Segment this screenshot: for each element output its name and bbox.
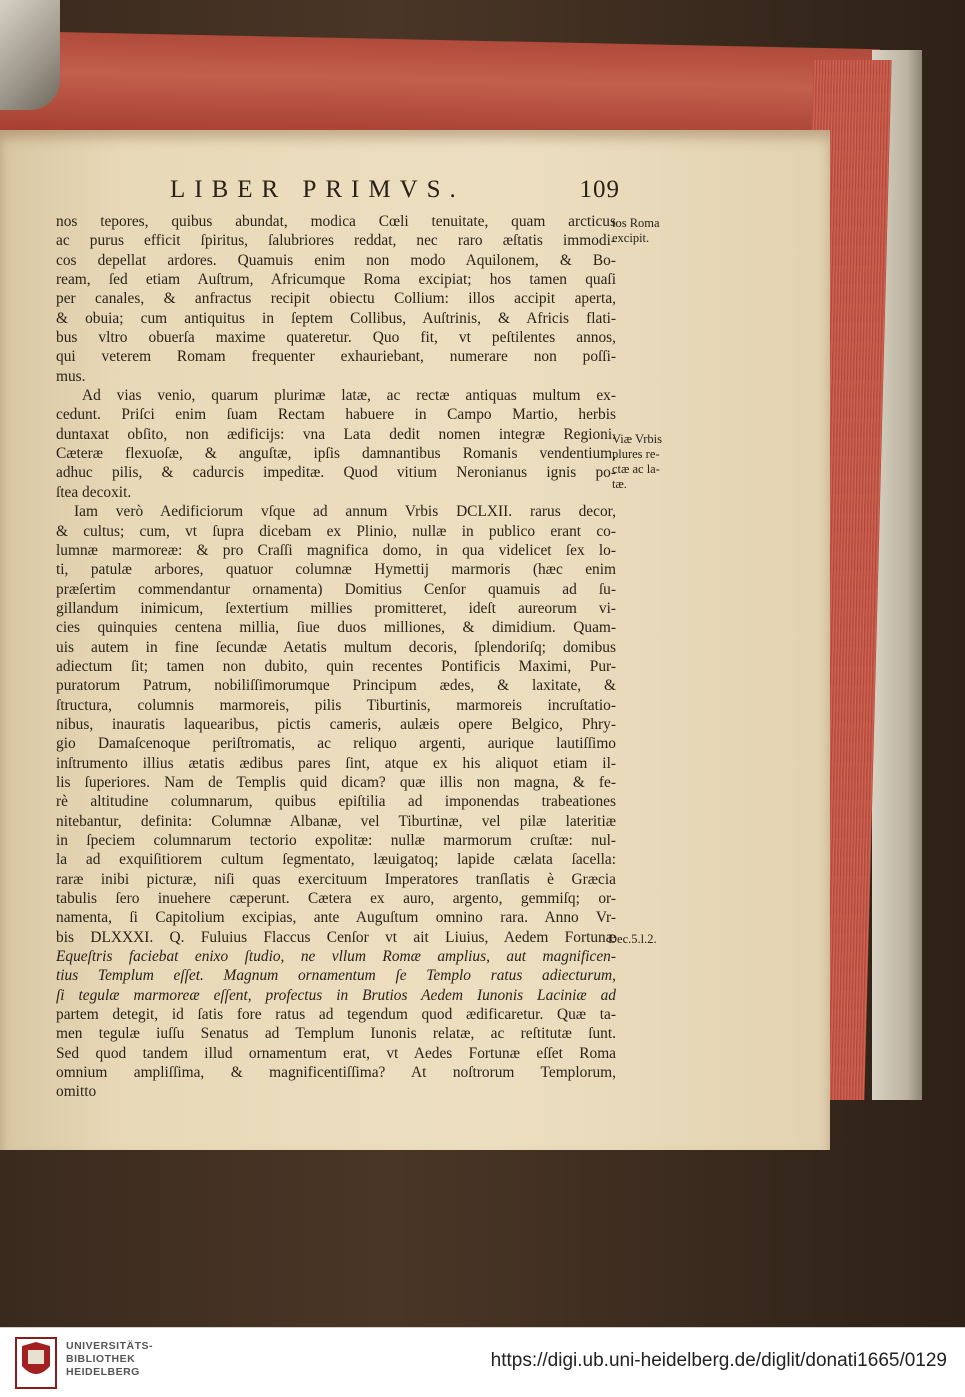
library-name [66,1340,153,1379]
text-line: qui veterem Romam frequenter exhauriebant, numerare non poſſi- [56,348,616,366]
library-name-line: BIBLIOTHEK [66,1353,136,1365]
text-line: & cultus; cum, vt ſupra dicebam ex Plinio, nullæ in publico erant co- [56,522,616,540]
text-line: cos depellat ardores. Quamuis enim non modo Aquilonem, & Bo- [56,251,616,269]
text-line: Sed quod tandem illud ornamentum erat, vt Aedes Fortunæ eſſet Roma [56,1044,616,1062]
text-line: omnium ampliſſima, & magnificentiſſima? At noſtrorum Templorum, [56,1064,616,1082]
text-line: duntaxat obſito, non ædificijs: vna Lata dedit nomen integræ Regioni. [56,425,616,443]
text-line: nitebantur, definita: Columnæ Albanæ, vel Tiburtinæ, vel pilæ lateritiæ [56,812,616,830]
text-line: rè altitudine columnarum, quibus epiſtilia ad imponendas trabeationes [56,793,616,811]
text-line: bus vltro obuerſa maxime quateretur. Quo fit, vt peſtilentes annos, [56,329,616,347]
text-line: ſtructura, columnis marmoreis, pilis Tiburtinis, marmoreis incruſtatio- [56,696,616,714]
text-line: omitto [56,1083,97,1101]
text-line: Equeſtris faciebat enixo ſtudio, ne vllum Romæ amplius, aut magnificen- [56,948,616,966]
text-line: puratorum Patrum, nobiliſſimorumque Principum ædes, & laxitate, & [56,677,616,695]
running-head [170,176,620,216]
text-line: men tegulæ iuſſu Senatus ad Templum Iunonis relatæ, ac reſtitutæ ſunt. [56,1025,616,1043]
text-line: ti, patulæ arbores, quatuor columnæ Hymettij marmoris (hæc enim [56,561,616,579]
text-line: bis DLXXXI. Q. Fuluius Flaccus Cenſor vt ait Liuius, Aedem Fortunæ [56,928,616,946]
viewer-footer [0,1327,965,1397]
text-line: cies quinquies centena millia, ſiue duos milliones, & dimidium. Quam- [56,619,616,637]
margin-note [608,932,678,947]
text-line: Cæteræ flexuoſæ, & anguſtæ, ipſis damnantibus Romanis vendentium, [56,445,616,463]
margin-note-line: plures re- [612,447,660,461]
text-line: & obuia; cum antiquitus in ſeptem Collibus, Auſtrinis, & Africis flati- [56,309,616,327]
text-line: ac purus efficit ſpiritus, ſalubriores reddat, nec raro æſtatis immodi- [56,232,616,250]
margin-note-line: ctæ ac la- [612,462,660,476]
margin-note-line: excipit. [612,231,650,245]
text-line: gio Damaſcenoque periſtromatis, ac reliquo argenti, aurique lautiſſimo [56,735,616,753]
text-line: partem detegit, id ſatis fore ratus ad tegendum quod ædificaretur. Quæ ta- [56,1006,616,1024]
text-line: præſertim commendantur ornamenta) Domitius Cenſor quamuis ad ſu- [56,580,616,598]
page-url-link[interactable]: https://digi.ub.uni-heidelberg.de/diglit/donati1665/0129 [490,1350,947,1371]
text-line: in ſpeciem columnarum tectorio expolitæ: nullæ marmorum cruſtæ: nul- [56,832,616,849]
page-number: 109 [579,176,620,203]
margin-note-line: Dec.5.l.2. [608,932,657,946]
running-title: LIBER PRIMVS. [170,176,465,203]
text-line: raræ inibi picturæ, niſi quas exercituum Imperatores tranſlatis è Græcia [56,870,616,888]
text-line: nibus, inauratis laquearibus, pictis cameris, aulæis opere Belgico, Phry- [56,715,616,733]
text-line: cedunt. Priſci enim ſuam Rectam habuere in Campo Martio, herbis [56,406,616,424]
text-line: gillandum inimicum, ſextertium millies promitteret, ideſt aureorum vi- [56,599,616,617]
text-line: uis autem in fine ſecundæ Aetatis multum decoris, ſplendoriſq; domibus [56,638,616,656]
text-line: inſtrumento illius ætatis ædibus pares ſint, atque ex his aliquot etiam il- [56,754,616,772]
text-line: adiectum ſit; tamen non dubito, quin recentes Pontificis Maximi, Pur- [56,657,616,675]
margin-note-line: tæ. [612,477,627,491]
text-line: per canales, & anfractus recipit obiectu Collium: illos accipit aperta, [56,290,616,308]
text-line: nos tepores, quibus abundat, modica Cœli tenuitate, quam arcticus [56,213,616,230]
text-line: adhuc pilis, & cadurcis impeditæ. Quod vitium Neronianus ignis po- [56,464,616,482]
margin-note-line: Viæ Vrbis [612,432,663,446]
body-text [56,212,616,1102]
text-line: la ad exquiſitiorem cultum ſegmentato, læuigatoq; lapide cælata ſacella: [56,851,616,869]
margin-note [612,216,682,246]
library-name-line: UNIVERSITÄTS- [66,1340,154,1352]
text-line: lis ſuperiores. Nam de Templis quid dicam? quæ illis non magna, & fe- [56,773,616,791]
university-library-logo-icon [14,1336,58,1390]
text-line: tabulis ſero inuehere cæperunt. Cætera ex auro, argento, gemmiſq; or- [56,890,616,908]
margin-note-line: tos Roma [612,216,660,230]
text-line: ſi tegulæ marmoreæ eſſent, profectus in Brutios Aedem Iunonis Laciniæ ad [56,986,616,1004]
margin-note [612,432,682,492]
text-line: Iam verò Aedificiorum vſque ad annum Vrbis DCLXII. rarus decor, [74,503,616,521]
text-line: mus. [56,367,86,385]
binding-corner [0,0,60,110]
text-line: ream, ſed etiam Auſtrum, Africumque Roma excipiat; hos tamen quaſi [56,271,616,289]
text-line: Ad vias venio, quarum plurimæ latæ, ac rectæ antiquas multum ex- [82,387,616,405]
text-line: lumnæ marmoreæ: & pro Craſſi magnifica domo, in qua videlicet ſex lo- [56,541,616,559]
text-line: namenta, ſi Capitolium excipias, ante Auguſtum omnino rara. Anno Vr- [56,909,616,927]
text-line: tius Templum eſſet. Magnum ornamentum ſe Templo ratus adiecturum, [56,967,616,985]
text-line: ſtea decoxit. [56,483,132,501]
library-name-line: HEIDELBERG [66,1366,140,1378]
